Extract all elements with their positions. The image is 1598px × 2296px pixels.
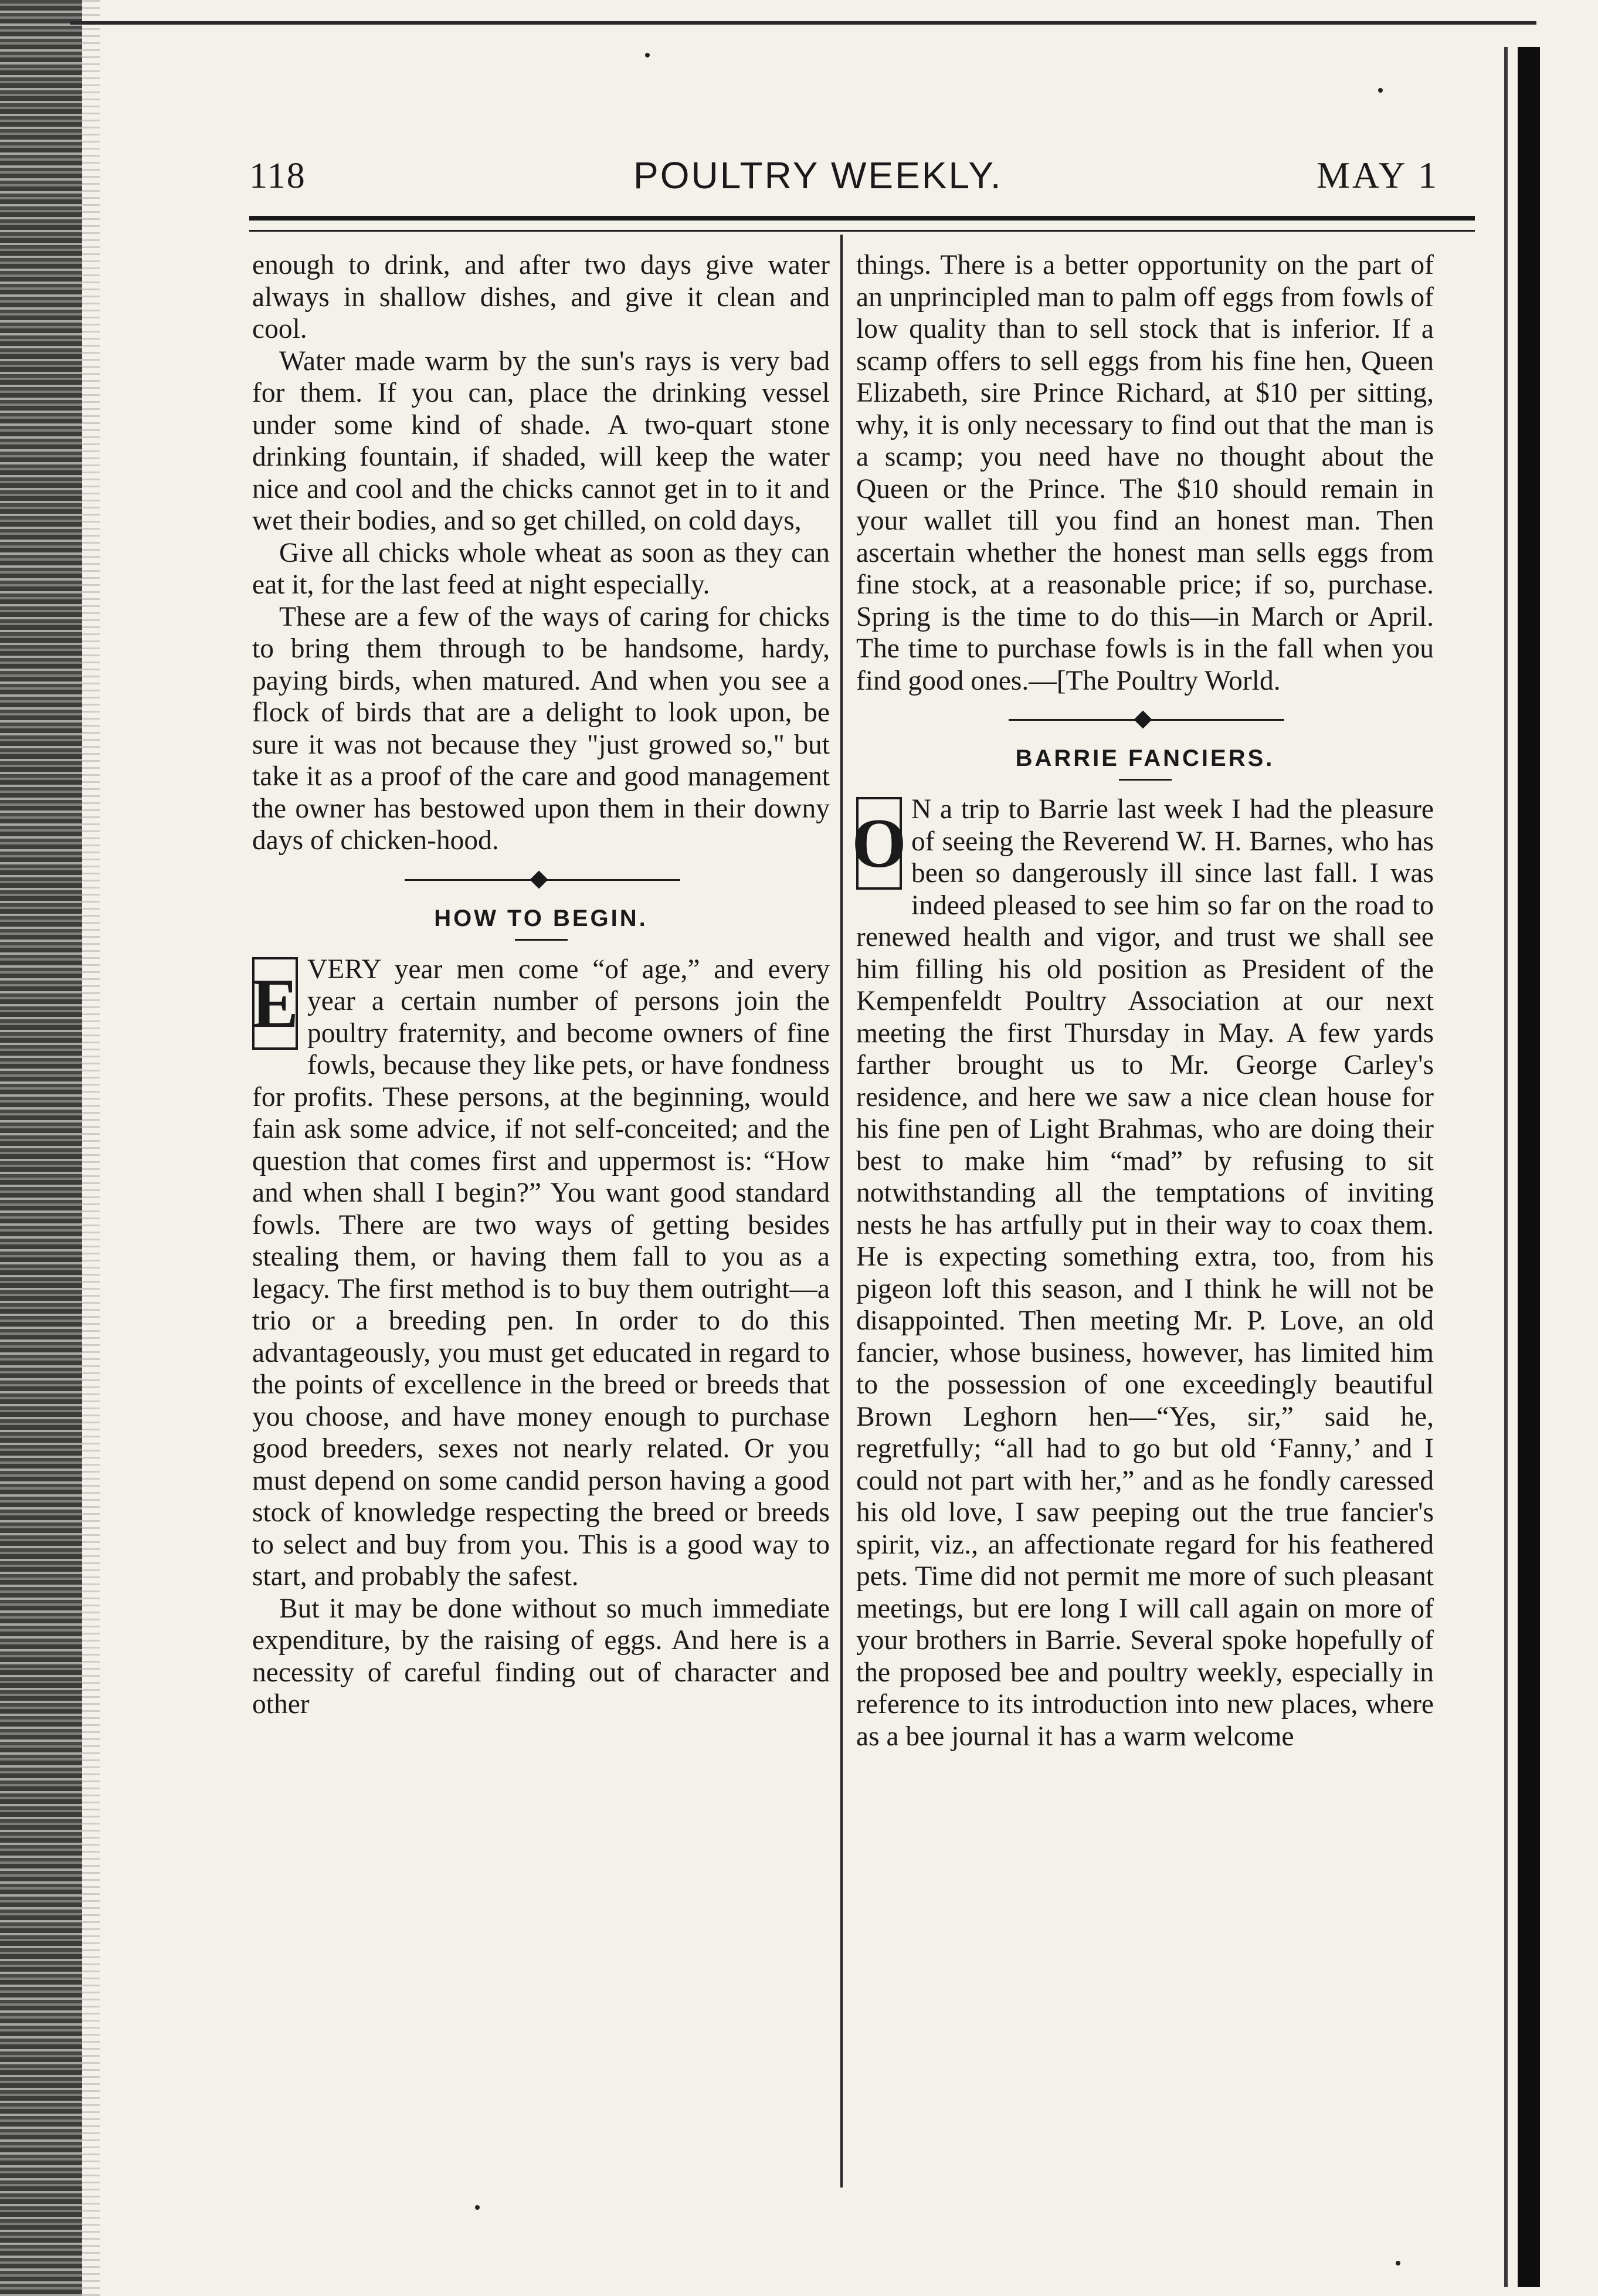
issue-date: MAY 1 — [1317, 154, 1440, 196]
drop-cap: E — [252, 957, 298, 1050]
scan-speck — [475, 2205, 480, 2210]
article-body — [252, 954, 830, 1593]
binding-edge — [0, 0, 82, 2296]
column-divider — [840, 235, 843, 2188]
drop-cap: O — [856, 797, 902, 890]
article-paragraph: But it may be done without so much immediate expenditure, by the raising of eggs. And here is a necessity of careful finding out of character and other — [252, 1593, 830, 1720]
article-paragraph: N a trip to Barrie last week I had the pleasure of seeing the Reverend W. H. Barnes, who has been so dangerously ill since last fall. I was indeed pleased to see him so far on the road to renewed health and vigor, and trust we shall see him filling his old position as President of the Kempenfeldt Poultry Association at our next meeting the first Thursday in May. A few yards farther brought us to Mr. George Carley's residence, and here we saw a nice clean house for his fine pen of Light Brahmas, who are doing their best to make him “mad” by refusing to sit notwithstanding all the temptations of inviting nests he has artfully put in their way to coax them. He is expecting something extra, too, from his pigeon loft this season, and I think he will not be disappointed. Then meeting Mr. P. Love, an old fancier, whose business, however, has limited him to the possession of one exceedingly beautiful Brown Leghorn hen—“Yes, sir,” said he, regretfully; “all had to go but old ‘Fanny,’ and I could not part with her,” and as he fondly caressed his old love, I saw peeping out the true fancier's spirit, viz., an affectionate regard for his feathered pets. Time did not permit me more of such pleasant meetings, but ere long I will call again on more of your brothers in Barrie. Several spoke hopefully of the proposed bee and poultry weekly, especially in reference to its introduction into new places, where as a bee journal it has a warm welcome — [856, 794, 1434, 1752]
left-column — [252, 249, 830, 1721]
body-paragraph: These are a few of the ways of caring for chicks to bring them through to be handsome, hardy, paying birds, when matured. And when you see a flock of birds that are a delight to look upon, be sure it was not because they "just growed so," but take it as a proof of the care and good management the owner has bestowed upon them in their downy days of chicken-hood. — [252, 601, 830, 856]
article-heading: BARRIE FANCIERS. — [1015, 745, 1275, 771]
article-body — [851, 793, 1434, 1752]
scan-speck — [645, 53, 650, 57]
continued-paragraph: enough to drink, and after two days give water always in shallow dishes, and give it clean and cool. — [252, 250, 830, 344]
page-number: 118 — [249, 156, 306, 196]
header-rule-thick — [249, 216, 1475, 221]
section-ornament — [856, 697, 1434, 744]
binding-edge-fade — [82, 0, 100, 2296]
scan-speck — [1396, 2261, 1400, 2266]
continued-paragraph: things. There is a better opportunity on the part of an unprincipled man to palm off eggs from fowls of low quality than to sell stock that is inferior. If a scamp offers to sell eggs from his fine hen, Queen Elizabeth, sire Prince Richard, at $10 per sitting, why, it is only necessary to find out that the man is a scamp; you need have no thought about the Queen or the Prince. The $10 should remain in your wallet till you find an honest man. Then ascertain whether the honest man sells eggs from fine stock, at a reasonable price; if so, purchase. Spring is the time to do this—in March or April. The time to purchase fowls is in the fall when you find good ones.—[The Poultry World. — [856, 250, 1434, 696]
heading-dash — [515, 939, 568, 941]
right-edge-rule — [1518, 47, 1540, 2287]
heading-dash — [1119, 779, 1172, 781]
right-edge-thin-rule — [1504, 47, 1508, 2287]
scan-speck — [1378, 88, 1383, 93]
body-paragraph: Give all chicks whole wheat as soon as they can eat it, for the last feed at night especially. — [252, 537, 830, 600]
article-heading: HOW TO BEGIN. — [434, 905, 648, 931]
section-ornament — [252, 857, 830, 904]
header-rule-thin — [249, 230, 1475, 232]
page-top-edge — [70, 21, 1536, 25]
article-paragraph: VERY year men come “of age,” and every year a certain number of persons join the poultry fraternity, and become owners of fine fowls, because they like pets, or have fondness for profits. These persons, at the beginning, would fain ask some advice, if not self-conceited; and the question that comes first and uppermost is: “How and when shall I begin?” You want good standard fowls. There are two ways of getting besides stealing them, or having them fall to you as a legacy. The first method is to buy them outright—a trio or a breeding pen. In order to do this advantageously, you must get educated in regard to the points of excellence in the breed or breeds that you choose, and have money enough to purchase good breeders, sexes not nearly related. Or you must depend on some candid person having a good stock of knowledge respecting the breed or breeds to select and buy from you. This is a good way to start, and probably the safest. — [252, 954, 830, 1592]
journal-title: POULTRY WEEKLY. — [633, 154, 1003, 196]
right-column — [851, 249, 1434, 1752]
body-paragraph: Water made warm by the sun's rays is very bad for them. If you can, place the drinking vessel under some kind of shade. A two-quart stone drinking fountain, if shaded, will keep the water nice and cool and the chicks cannot get in to it and wet their bodies, and so get chilled, on cold days, — [252, 345, 830, 536]
